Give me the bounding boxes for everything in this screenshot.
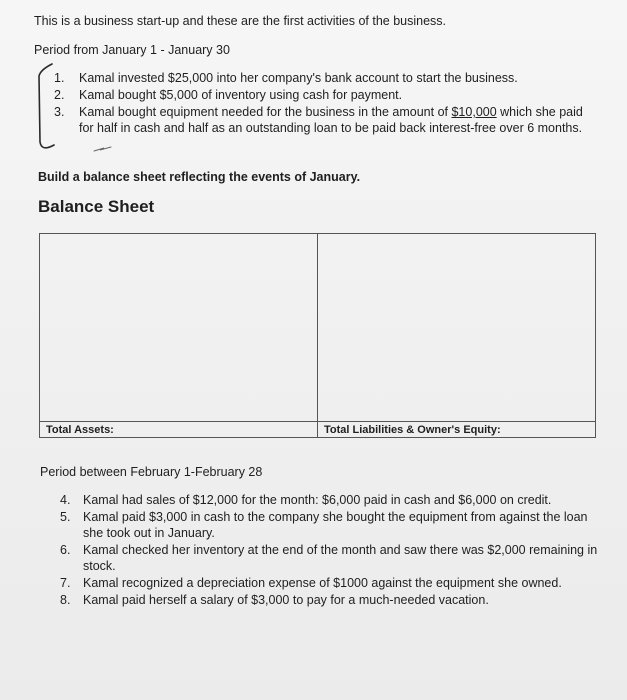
balance-sheet-table <box>39 233 596 438</box>
intro-text: This is a business start-up and these are the first activities of the business. <box>34 14 447 28</box>
item-number: 4. <box>60 493 71 507</box>
item-number: 7. <box>60 576 71 590</box>
handwritten-bracket-mark <box>36 62 56 154</box>
list-item <box>54 87 599 103</box>
item-text: Kamal paid herself a salary of $3,000 to pay for a much-needed vacation. <box>83 593 489 607</box>
list-item <box>60 542 600 574</box>
item-text: Kamal had sales of $12,000 for the month: $6,000 paid in cash and $6,000 on credit. <box>83 493 552 507</box>
item-number: 8. <box>60 593 71 607</box>
item-number: 3. <box>54 105 65 119</box>
underlined-amount: $10,000 <box>451 105 497 119</box>
item-text: Kamal paid $3,000 in cash to the company she bought the equipment from against the loan she took out in January. <box>83 510 588 540</box>
item-text <box>79 104 599 136</box>
item-text-part: Kamal bought equipment needed for the business in the amount of <box>79 105 452 119</box>
period-january-heading: Period from January 1 - January 30 <box>34 43 230 57</box>
item-number: 1. <box>54 71 65 85</box>
balance-sheet-title: Balance Sheet <box>38 197 155 216</box>
list-item <box>60 509 600 541</box>
list-item <box>54 70 599 86</box>
list-item <box>60 592 600 608</box>
february-activities-list <box>60 492 600 609</box>
build-instruction: Build a balance sheet reflecting the events of January. <box>38 170 361 184</box>
item-text: Kamal bought $5,000 of inventory using cash for payment. <box>79 88 403 102</box>
item-text: Kamal invested $25,000 into her company's bank account to start the business. <box>79 71 518 85</box>
january-activities-list <box>54 70 599 137</box>
list-item <box>60 492 600 508</box>
item-text-part: which she paid for half in cash and half as an outstanding loan to be paid back interest-free over 6 months. <box>79 105 583 135</box>
item-number: 2. <box>54 88 65 102</box>
item-number: 6. <box>60 543 71 557</box>
period-february-heading: Period between February 1-February 28 <box>40 465 263 479</box>
pen-scribble-mark <box>92 144 114 154</box>
total-assets-label: Total Assets: <box>40 421 317 437</box>
assets-column <box>40 234 318 437</box>
item-text: Kamal checked her inventory at the end of the month and saw there was $2,000 remaining in stock. <box>83 543 598 573</box>
list-item <box>54 104 599 136</box>
liabilities-equity-column <box>318 234 595 437</box>
item-text: Kamal recognized a depreciation expense of $1000 against the equipment she owned. <box>83 576 562 590</box>
item-number: 5. <box>60 510 71 524</box>
list-item <box>60 575 600 591</box>
total-liabilities-equity-label: Total Liabilities & Owner's Equity: <box>318 421 595 437</box>
